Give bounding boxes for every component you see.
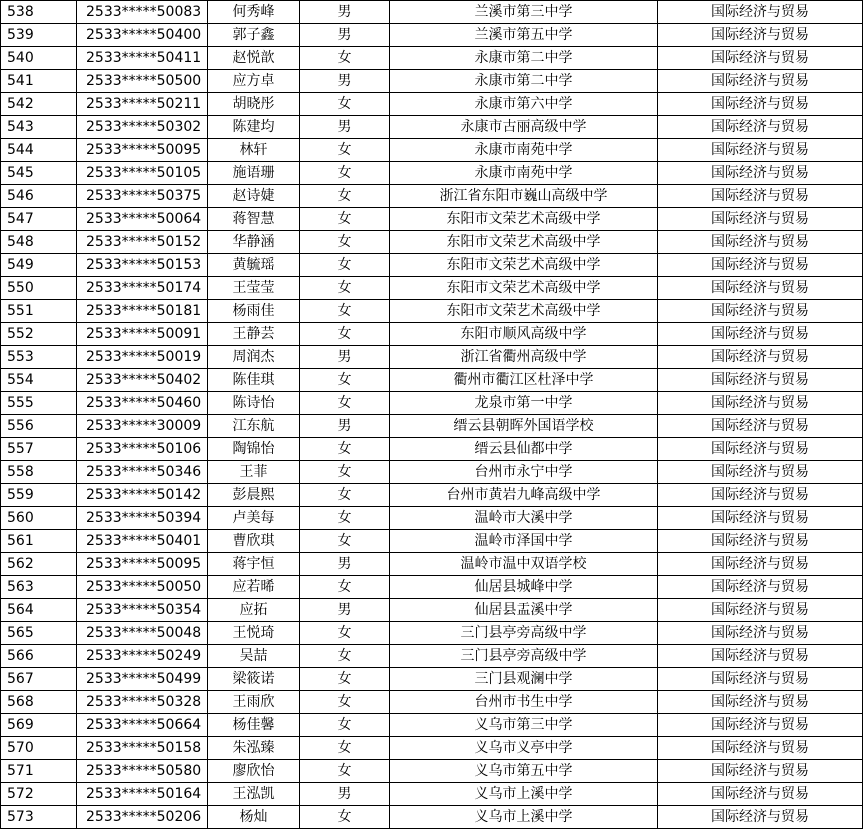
serial-number-cell: 557: [1, 438, 77, 461]
table-row: [1, 415, 863, 438]
exam-id-cell: 2533*****50302: [77, 116, 208, 139]
student-name-cell: 陶锦怡: [208, 438, 300, 461]
serial-number-cell: 544: [1, 139, 77, 162]
student-name-cell: 王雨欣: [208, 691, 300, 714]
serial-number-cell: 538: [1, 1, 77, 24]
major-cell: 国际经济与贸易: [658, 231, 863, 254]
student-name-cell: 卢美每: [208, 507, 300, 530]
school-cell: 义乌市上溪中学: [390, 806, 658, 829]
major-cell: 国际经济与贸易: [658, 162, 863, 185]
student-name-cell: 廖欣怡: [208, 760, 300, 783]
student-name-cell: 周润杰: [208, 346, 300, 369]
school-cell: 兰溪市第五中学: [390, 24, 658, 47]
school-cell: 台州市黄岩九峰高级中学: [390, 484, 658, 507]
student-name-cell: 王静芸: [208, 323, 300, 346]
exam-id-cell: 2533*****50411: [77, 47, 208, 70]
school-cell: 缙云县朝晖外国语学校: [390, 415, 658, 438]
school-cell: 仙居县盂溪中学: [390, 599, 658, 622]
serial-number-cell: 549: [1, 254, 77, 277]
gender-cell: 女: [300, 139, 390, 162]
school-cell: 东阳市文荣艺术高级中学: [390, 300, 658, 323]
student-name-cell: 施语珊: [208, 162, 300, 185]
serial-number-cell: 562: [1, 553, 77, 576]
gender-cell: 女: [300, 737, 390, 760]
table-row: [1, 70, 863, 93]
table-row: [1, 1, 863, 24]
exam-id-cell: 2533*****50500: [77, 70, 208, 93]
serial-number-cell: 541: [1, 70, 77, 93]
exam-id-cell: 2533*****50174: [77, 277, 208, 300]
exam-id-cell: 2533*****30009: [77, 415, 208, 438]
school-cell: 东阳市文荣艺术高级中学: [390, 208, 658, 231]
serial-number-cell: 558: [1, 461, 77, 484]
table-row: [1, 162, 863, 185]
table-row: [1, 645, 863, 668]
school-cell: 浙江省衢州高级中学: [390, 346, 658, 369]
table-row: [1, 47, 863, 70]
student-name-cell: 胡晓彤: [208, 93, 300, 116]
gender-cell: 女: [300, 231, 390, 254]
school-cell: 台州市永宁中学: [390, 461, 658, 484]
table-row: [1, 714, 863, 737]
school-cell: 东阳市文荣艺术高级中学: [390, 254, 658, 277]
student-name-cell: 彭晨熙: [208, 484, 300, 507]
table-row: [1, 254, 863, 277]
exam-id-cell: 2533*****50354: [77, 599, 208, 622]
table-row: [1, 691, 863, 714]
student-name-cell: 何秀峰: [208, 1, 300, 24]
student-name-cell: 吴喆: [208, 645, 300, 668]
school-cell: 永康市第二中学: [390, 70, 658, 93]
school-cell: 龙泉市第一中学: [390, 392, 658, 415]
table-row: [1, 461, 863, 484]
table-row: [1, 116, 863, 139]
table-row: [1, 208, 863, 231]
table-body: [1, 1, 863, 829]
school-cell: 仙居县城峰中学: [390, 576, 658, 599]
serial-number-cell: 565: [1, 622, 77, 645]
gender-cell: 女: [300, 622, 390, 645]
major-cell: 国际经济与贸易: [658, 208, 863, 231]
gender-cell: 男: [300, 70, 390, 93]
major-cell: 国际经济与贸易: [658, 24, 863, 47]
exam-id-cell: 2533*****50106: [77, 438, 208, 461]
school-cell: 温岭市温中双语学校: [390, 553, 658, 576]
exam-id-cell: 2533*****50048: [77, 622, 208, 645]
major-cell: 国际经济与贸易: [658, 783, 863, 806]
serial-number-cell: 553: [1, 346, 77, 369]
school-cell: 永康市古丽高级中学: [390, 116, 658, 139]
gender-cell: 女: [300, 576, 390, 599]
table-row: [1, 346, 863, 369]
student-name-cell: 华静涵: [208, 231, 300, 254]
student-name-cell: 林轩: [208, 139, 300, 162]
gender-cell: 女: [300, 691, 390, 714]
major-cell: 国际经济与贸易: [658, 369, 863, 392]
student-name-cell: 杨佳馨: [208, 714, 300, 737]
student-name-cell: 梁筱诺: [208, 668, 300, 691]
table-row: [1, 622, 863, 645]
gender-cell: 女: [300, 392, 390, 415]
exam-id-cell: 2533*****50050: [77, 576, 208, 599]
serial-number-cell: 554: [1, 369, 77, 392]
table-row: [1, 24, 863, 47]
school-cell: 温岭市泽国中学: [390, 530, 658, 553]
gender-cell: 女: [300, 93, 390, 116]
serial-number-cell: 571: [1, 760, 77, 783]
gender-cell: 男: [300, 116, 390, 139]
exam-id-cell: 2533*****50095: [77, 139, 208, 162]
exam-id-cell: 2533*****50142: [77, 484, 208, 507]
serial-number-cell: 542: [1, 93, 77, 116]
gender-cell: 男: [300, 346, 390, 369]
table-row: [1, 484, 863, 507]
major-cell: 国际经济与贸易: [658, 415, 863, 438]
serial-number-cell: 546: [1, 185, 77, 208]
major-cell: 国际经济与贸易: [658, 438, 863, 461]
student-name-cell: 陈诗怡: [208, 392, 300, 415]
gender-cell: 女: [300, 323, 390, 346]
school-cell: 义乌市上溪中学: [390, 783, 658, 806]
student-name-cell: 黄毓瑶: [208, 254, 300, 277]
school-cell: 永康市南苑中学: [390, 139, 658, 162]
major-cell: 国际经济与贸易: [658, 254, 863, 277]
exam-id-cell: 2533*****50460: [77, 392, 208, 415]
gender-cell: 女: [300, 438, 390, 461]
school-cell: 东阳市文荣艺术高级中学: [390, 231, 658, 254]
exam-id-cell: 2533*****50211: [77, 93, 208, 116]
exam-id-cell: 2533*****50375: [77, 185, 208, 208]
major-cell: 国际经济与贸易: [658, 277, 863, 300]
serial-number-cell: 561: [1, 530, 77, 553]
major-cell: 国际经济与贸易: [658, 323, 863, 346]
table-row: [1, 783, 863, 806]
exam-id-cell: 2533*****50664: [77, 714, 208, 737]
table-row: [1, 277, 863, 300]
exam-id-cell: 2533*****50152: [77, 231, 208, 254]
major-cell: 国际经济与贸易: [658, 760, 863, 783]
school-cell: 义乌市第三中学: [390, 714, 658, 737]
major-cell: 国际经济与贸易: [658, 116, 863, 139]
major-cell: 国际经济与贸易: [658, 47, 863, 70]
table-row: [1, 185, 863, 208]
major-cell: 国际经济与贸易: [658, 507, 863, 530]
exam-id-cell: 2533*****50158: [77, 737, 208, 760]
exam-id-cell: 2533*****50206: [77, 806, 208, 829]
major-cell: 国际经济与贸易: [658, 93, 863, 116]
gender-cell: 女: [300, 507, 390, 530]
major-cell: 国际经济与贸易: [658, 576, 863, 599]
major-cell: 国际经济与贸易: [658, 599, 863, 622]
student-name-cell: 郭子鑫: [208, 24, 300, 47]
serial-number-cell: 566: [1, 645, 77, 668]
serial-number-cell: 545: [1, 162, 77, 185]
school-cell: 义乌市义亭中学: [390, 737, 658, 760]
serial-number-cell: 539: [1, 24, 77, 47]
table-row: [1, 737, 863, 760]
gender-cell: 女: [300, 806, 390, 829]
table-row: [1, 760, 863, 783]
serial-number-cell: 572: [1, 783, 77, 806]
table-row: [1, 300, 863, 323]
major-cell: 国际经济与贸易: [658, 70, 863, 93]
exam-id-cell: 2533*****50153: [77, 254, 208, 277]
gender-cell: 女: [300, 185, 390, 208]
exam-id-cell: 2533*****50499: [77, 668, 208, 691]
serial-number-cell: 548: [1, 231, 77, 254]
major-cell: 国际经济与贸易: [658, 530, 863, 553]
major-cell: 国际经济与贸易: [658, 185, 863, 208]
gender-cell: 女: [300, 530, 390, 553]
gender-cell: 女: [300, 47, 390, 70]
major-cell: 国际经济与贸易: [658, 553, 863, 576]
major-cell: 国际经济与贸易: [658, 484, 863, 507]
gender-cell: 男: [300, 599, 390, 622]
exam-id-cell: 2533*****50249: [77, 645, 208, 668]
school-cell: 兰溪市第三中学: [390, 1, 658, 24]
student-name-cell: 蒋宇恒: [208, 553, 300, 576]
exam-id-cell: 2533*****50083: [77, 1, 208, 24]
table-row: [1, 369, 863, 392]
student-name-cell: 陈建均: [208, 116, 300, 139]
major-cell: 国际经济与贸易: [658, 461, 863, 484]
exam-id-cell: 2533*****50105: [77, 162, 208, 185]
student-name-cell: 应方卓: [208, 70, 300, 93]
serial-number-cell: 560: [1, 507, 77, 530]
table-row: [1, 530, 863, 553]
student-name-cell: 蒋智慧: [208, 208, 300, 231]
school-cell: 东阳市顺风高级中学: [390, 323, 658, 346]
serial-number-cell: 540: [1, 47, 77, 70]
school-cell: 永康市第六中学: [390, 93, 658, 116]
major-cell: 国际经济与贸易: [658, 139, 863, 162]
major-cell: 国际经济与贸易: [658, 392, 863, 415]
table-row: [1, 576, 863, 599]
serial-number-cell: 563: [1, 576, 77, 599]
gender-cell: 女: [300, 300, 390, 323]
student-name-cell: 赵诗婕: [208, 185, 300, 208]
major-cell: 国际经济与贸易: [658, 668, 863, 691]
table-row: [1, 231, 863, 254]
major-cell: 国际经济与贸易: [658, 300, 863, 323]
gender-cell: 女: [300, 760, 390, 783]
exam-id-cell: 2533*****50064: [77, 208, 208, 231]
exam-id-cell: 2533*****50095: [77, 553, 208, 576]
student-name-cell: 应拓: [208, 599, 300, 622]
student-name-cell: 朱泓臻: [208, 737, 300, 760]
table-row: [1, 668, 863, 691]
serial-number-cell: 567: [1, 668, 77, 691]
serial-number-cell: 573: [1, 806, 77, 829]
major-cell: 国际经济与贸易: [658, 691, 863, 714]
table-row: [1, 507, 863, 530]
serial-number-cell: 555: [1, 392, 77, 415]
student-name-cell: 赵悦歆: [208, 47, 300, 70]
school-cell: 三门县观澜中学: [390, 668, 658, 691]
exam-id-cell: 2533*****50402: [77, 369, 208, 392]
school-cell: 永康市第二中学: [390, 47, 658, 70]
gender-cell: 男: [300, 783, 390, 806]
school-cell: 浙江省东阳市巍山高级中学: [390, 185, 658, 208]
table-row: [1, 806, 863, 829]
exam-id-cell: 2533*****50580: [77, 760, 208, 783]
gender-cell: 女: [300, 668, 390, 691]
serial-number-cell: 552: [1, 323, 77, 346]
exam-id-cell: 2533*****50328: [77, 691, 208, 714]
gender-cell: 男: [300, 415, 390, 438]
serial-number-cell: 570: [1, 737, 77, 760]
school-cell: 三门县亭旁高级中学: [390, 645, 658, 668]
gender-cell: 女: [300, 369, 390, 392]
table-row: [1, 93, 863, 116]
table-row: [1, 392, 863, 415]
student-name-cell: 杨灿: [208, 806, 300, 829]
gender-cell: 女: [300, 162, 390, 185]
major-cell: 国际经济与贸易: [658, 622, 863, 645]
exam-id-cell: 2533*****50181: [77, 300, 208, 323]
table-row: [1, 139, 863, 162]
serial-number-cell: 551: [1, 300, 77, 323]
exam-id-cell: 2533*****50400: [77, 24, 208, 47]
gender-cell: 女: [300, 645, 390, 668]
school-cell: 东阳市文荣艺术高级中学: [390, 277, 658, 300]
student-name-cell: 杨雨佳: [208, 300, 300, 323]
exam-id-cell: 2533*****50401: [77, 530, 208, 553]
table-row: [1, 599, 863, 622]
exam-id-cell: 2533*****50346: [77, 461, 208, 484]
gender-cell: 男: [300, 553, 390, 576]
student-name-cell: 曹欣琪: [208, 530, 300, 553]
serial-number-cell: 543: [1, 116, 77, 139]
student-name-cell: 王悦琦: [208, 622, 300, 645]
exam-id-cell: 2533*****50091: [77, 323, 208, 346]
major-cell: 国际经济与贸易: [658, 346, 863, 369]
gender-cell: 女: [300, 277, 390, 300]
gender-cell: 女: [300, 208, 390, 231]
serial-number-cell: 556: [1, 415, 77, 438]
student-name-cell: 王泓凯: [208, 783, 300, 806]
school-cell: 衢州市衢江区杜泽中学: [390, 369, 658, 392]
serial-number-cell: 569: [1, 714, 77, 737]
serial-number-cell: 568: [1, 691, 77, 714]
school-cell: 台州市书生中学: [390, 691, 658, 714]
major-cell: 国际经济与贸易: [658, 714, 863, 737]
serial-number-cell: 564: [1, 599, 77, 622]
school-cell: 义乌市第五中学: [390, 760, 658, 783]
exam-id-cell: 2533*****50394: [77, 507, 208, 530]
school-cell: 缙云县仙都中学: [390, 438, 658, 461]
student-name-cell: 应若晞: [208, 576, 300, 599]
school-cell: 永康市南苑中学: [390, 162, 658, 185]
exam-id-cell: 2533*****50164: [77, 783, 208, 806]
table-row: [1, 438, 863, 461]
student-name-cell: 陈佳琪: [208, 369, 300, 392]
school-cell: 温岭市大溪中学: [390, 507, 658, 530]
exam-id-cell: 2533*****50019: [77, 346, 208, 369]
serial-number-cell: 547: [1, 208, 77, 231]
student-name-cell: 江东航: [208, 415, 300, 438]
serial-number-cell: 550: [1, 277, 77, 300]
major-cell: 国际经济与贸易: [658, 737, 863, 760]
student-name-cell: 王莹莹: [208, 277, 300, 300]
gender-cell: 女: [300, 461, 390, 484]
school-cell: 三门县亭旁高级中学: [390, 622, 658, 645]
gender-cell: 女: [300, 254, 390, 277]
major-cell: 国际经济与贸易: [658, 645, 863, 668]
major-cell: 国际经济与贸易: [658, 1, 863, 24]
serial-number-cell: 559: [1, 484, 77, 507]
student-name-cell: 王菲: [208, 461, 300, 484]
major-cell: 国际经济与贸易: [658, 806, 863, 829]
table-row: [1, 323, 863, 346]
gender-cell: 男: [300, 1, 390, 24]
table-row: [1, 553, 863, 576]
gender-cell: 女: [300, 484, 390, 507]
gender-cell: 男: [300, 24, 390, 47]
gender-cell: 女: [300, 714, 390, 737]
